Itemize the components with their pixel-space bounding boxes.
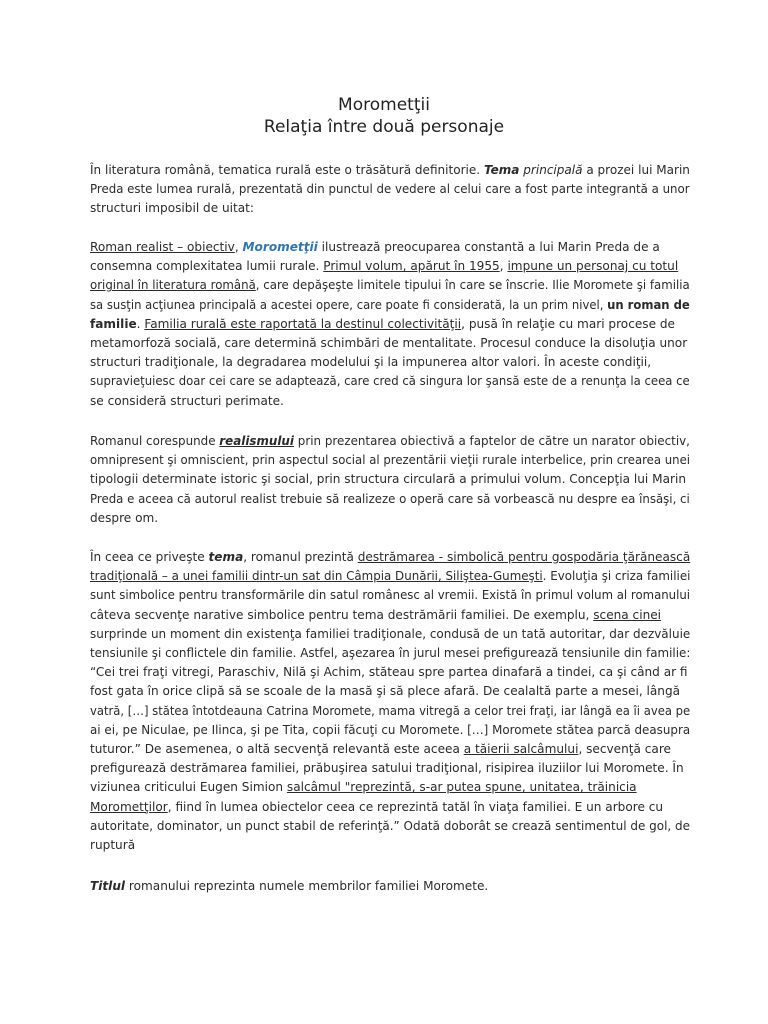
text-line: structuri imposibil de uitat: (90, 201, 254, 216)
text-line (90, 740, 690, 759)
text-line (90, 548, 689, 567)
text-line (90, 238, 690, 257)
document-title: Morometţii (338, 95, 430, 115)
underlined-phrase: destrămarea - simbolică pentru gospodăria ţărănească (357, 550, 691, 564)
underlined-phrase: Roman realist – obiectiv (90, 240, 235, 254)
text-line: prefigurează destrămarea familiei, prăbuşirea satului tradiţional, risipirea iluziilor lui Moromete. În (90, 761, 684, 776)
text-span: , (234, 240, 243, 254)
underlined-phrase: a tăierii salcâmului (463, 742, 579, 757)
text-span: , care depăşeşte limitele tipului în care se înscrie. Ilie Moromete şi familia (255, 278, 690, 293)
text-span: sa susţin acţiunea principală a acestei opere, care poate fi considerată, la un prim nivel, (90, 297, 608, 312)
text-span: câteva secvenţe narative simbolice pentru tema destrămării familiei. De exemplu, (90, 607, 594, 622)
text-span: viziunea criticului Eugen Simion (90, 780, 287, 795)
underlined-phrase: Familia rurală este raportată la destinul colectivităţii (144, 316, 462, 331)
text-span: ilustrează preocuparea constantă a lui Marin Preda de a (317, 240, 660, 254)
text-span: a prozei lui Marin (582, 163, 690, 177)
document-subtitle: Relaţia între două personaje (263, 117, 505, 137)
text-line (90, 257, 690, 276)
text-line (90, 877, 690, 896)
italic-term: principală (523, 163, 583, 177)
underlined-phrase: tradiţională – a unei familii dintr-un sat din Câmpia Dunării, Siliştea-Gumeşti (90, 569, 543, 584)
paragraph-titlul (90, 877, 690, 896)
text-line (90, 798, 690, 817)
text-span: consemna complexitatea lumii rurale. (90, 259, 324, 274)
text-span: prin prezentarea obiectivă a faptelor de către un narator obiectiv, (293, 434, 690, 448)
text-line: Preda este lumea rurală, prezentată din punctul de vedere al celui care a fost parte integrantă a unor (90, 182, 690, 197)
text-span: romanului reprezinta numele membrilor familiei Moromete. (125, 879, 489, 893)
text-line: Preda e aceea că autorul realist trebuie să realizeze o operă care să vorbească nu despre ea însăşi, ci (90, 491, 690, 506)
bold-italic-term: Tema (483, 163, 520, 177)
text-span: , fiind în lumea obiectelor ceea ce reprezintă tatăl în viaţa familiei. E un arbore cu (167, 799, 664, 814)
emphasized-term: realismului (219, 434, 294, 448)
text-line (90, 432, 690, 451)
bold-phrase: familie (90, 316, 137, 331)
underlined-phrase: impune un personaj cu totul (507, 259, 679, 274)
highlighted-title: Morometţii (242, 240, 318, 254)
text-line: fost gata în orice clipă să se scoale de la masă şi să plece afară. De cealaltă parte a mesei, lângă (90, 684, 681, 699)
paragraph-realism (90, 432, 690, 528)
text-line: “Cei trei fraţi vitregi, Paraschiv, Nilă şi Achim, stăteau spre partea dinafară a tindei, ca şi când ar fi (90, 665, 688, 680)
underlined-phrase: salcâmul "reprezintă, s-ar putea spune, unitatea, trăinicia (286, 780, 637, 795)
bold-italic-term: Titlul (90, 879, 126, 893)
text-line (90, 276, 690, 295)
text-line: omnipresent şi omniscient, prin aspectul social al prezentării vieţii rurale interbelice, prin crearea unei (90, 453, 691, 468)
text-line: supravieţuiesc doar cei care se adaptează, care cred că singura lor şansă este de a renunţa la ceea ce (90, 374, 690, 389)
paragraph-roman-realist (90, 238, 690, 411)
text-line: se consideră structuri perimate. (90, 393, 284, 408)
text-line (90, 315, 690, 334)
underlined-phrase: Primul volum, apărut în 1955 (323, 259, 500, 274)
text-span: Romanul corespunde (90, 434, 220, 448)
text-span: . Evoluţia şi criza familiei (542, 569, 691, 584)
text-span: În literatura română, tematica rurală este o trăsătură definitorie. (90, 163, 484, 177)
text-span: , pusă în relaţie cu mari procese de (461, 316, 676, 331)
text-line: ruptură (90, 838, 136, 853)
paragraph-intro (90, 161, 690, 219)
text-line: surprinde un moment din existenţa familiei tradiţionale, condusă de un tată autoritar, dar dezvăluie (90, 626, 691, 641)
text-line: structuri tradiţionale, la degradarea modelului şi la impunerea altor valori. În aceste condiţii, (90, 355, 652, 370)
bold-phrase: un roman de (607, 297, 690, 312)
text-line (90, 161, 690, 180)
text-span: . (136, 316, 145, 331)
paragraph-tema (90, 548, 690, 855)
text-span: tuturor.” De asemenea, o altă secvenţă relevantă este aceea (90, 742, 464, 757)
bold-italic-term: tema (208, 550, 244, 564)
text-line: metamorfoză socială, care determină schimbări de mentalitate. Procesul conduce la disoluţia unor (90, 336, 688, 351)
text-span: , secvenţă care (578, 742, 671, 757)
text-span: , romanul prezintă (243, 550, 358, 564)
text-line: tensiunile şi conflictele din familie. Astfel, aşezarea în jurul mesei prefigurează tensiunile din familie: (90, 646, 691, 661)
text-line: autoritate, dominator, un punct stabil de referinţă.” Odată doborât se crează sentimentul de gol, de (90, 818, 691, 833)
text-line: vatră, […] stătea întotdeauna Catrina Moromete, mama vitregă a celor trei fraţi, iar lângă ea îi avea pe (90, 703, 691, 718)
underlined-phrase: scena cinei (593, 607, 662, 622)
text-line: despre om. (90, 510, 159, 525)
text-line (90, 296, 690, 315)
text-line (90, 778, 690, 797)
text-line: tipologii determinate istoric şi social, prin structura circulară a primului volum. Concepţia lui Marin (90, 472, 686, 487)
underlined-phrase: Morometţilor (90, 799, 168, 814)
text-span: În ceea ce priveşte (90, 550, 209, 564)
underlined-phrase: original în literatura română (90, 278, 256, 293)
text-line: ai ei, pe Niculae, pe Ilinca, şi pe Tita, copii făcuţi cu Moromete. […] Moromete stătea parcă deasupra (90, 722, 691, 737)
text-line: sunt simbolice pentru transformările din satul românesc al vremii. Există în primul volum al romanului (90, 588, 691, 603)
text-span: , (499, 259, 508, 274)
text-line (90, 567, 691, 586)
text-line (90, 606, 690, 625)
